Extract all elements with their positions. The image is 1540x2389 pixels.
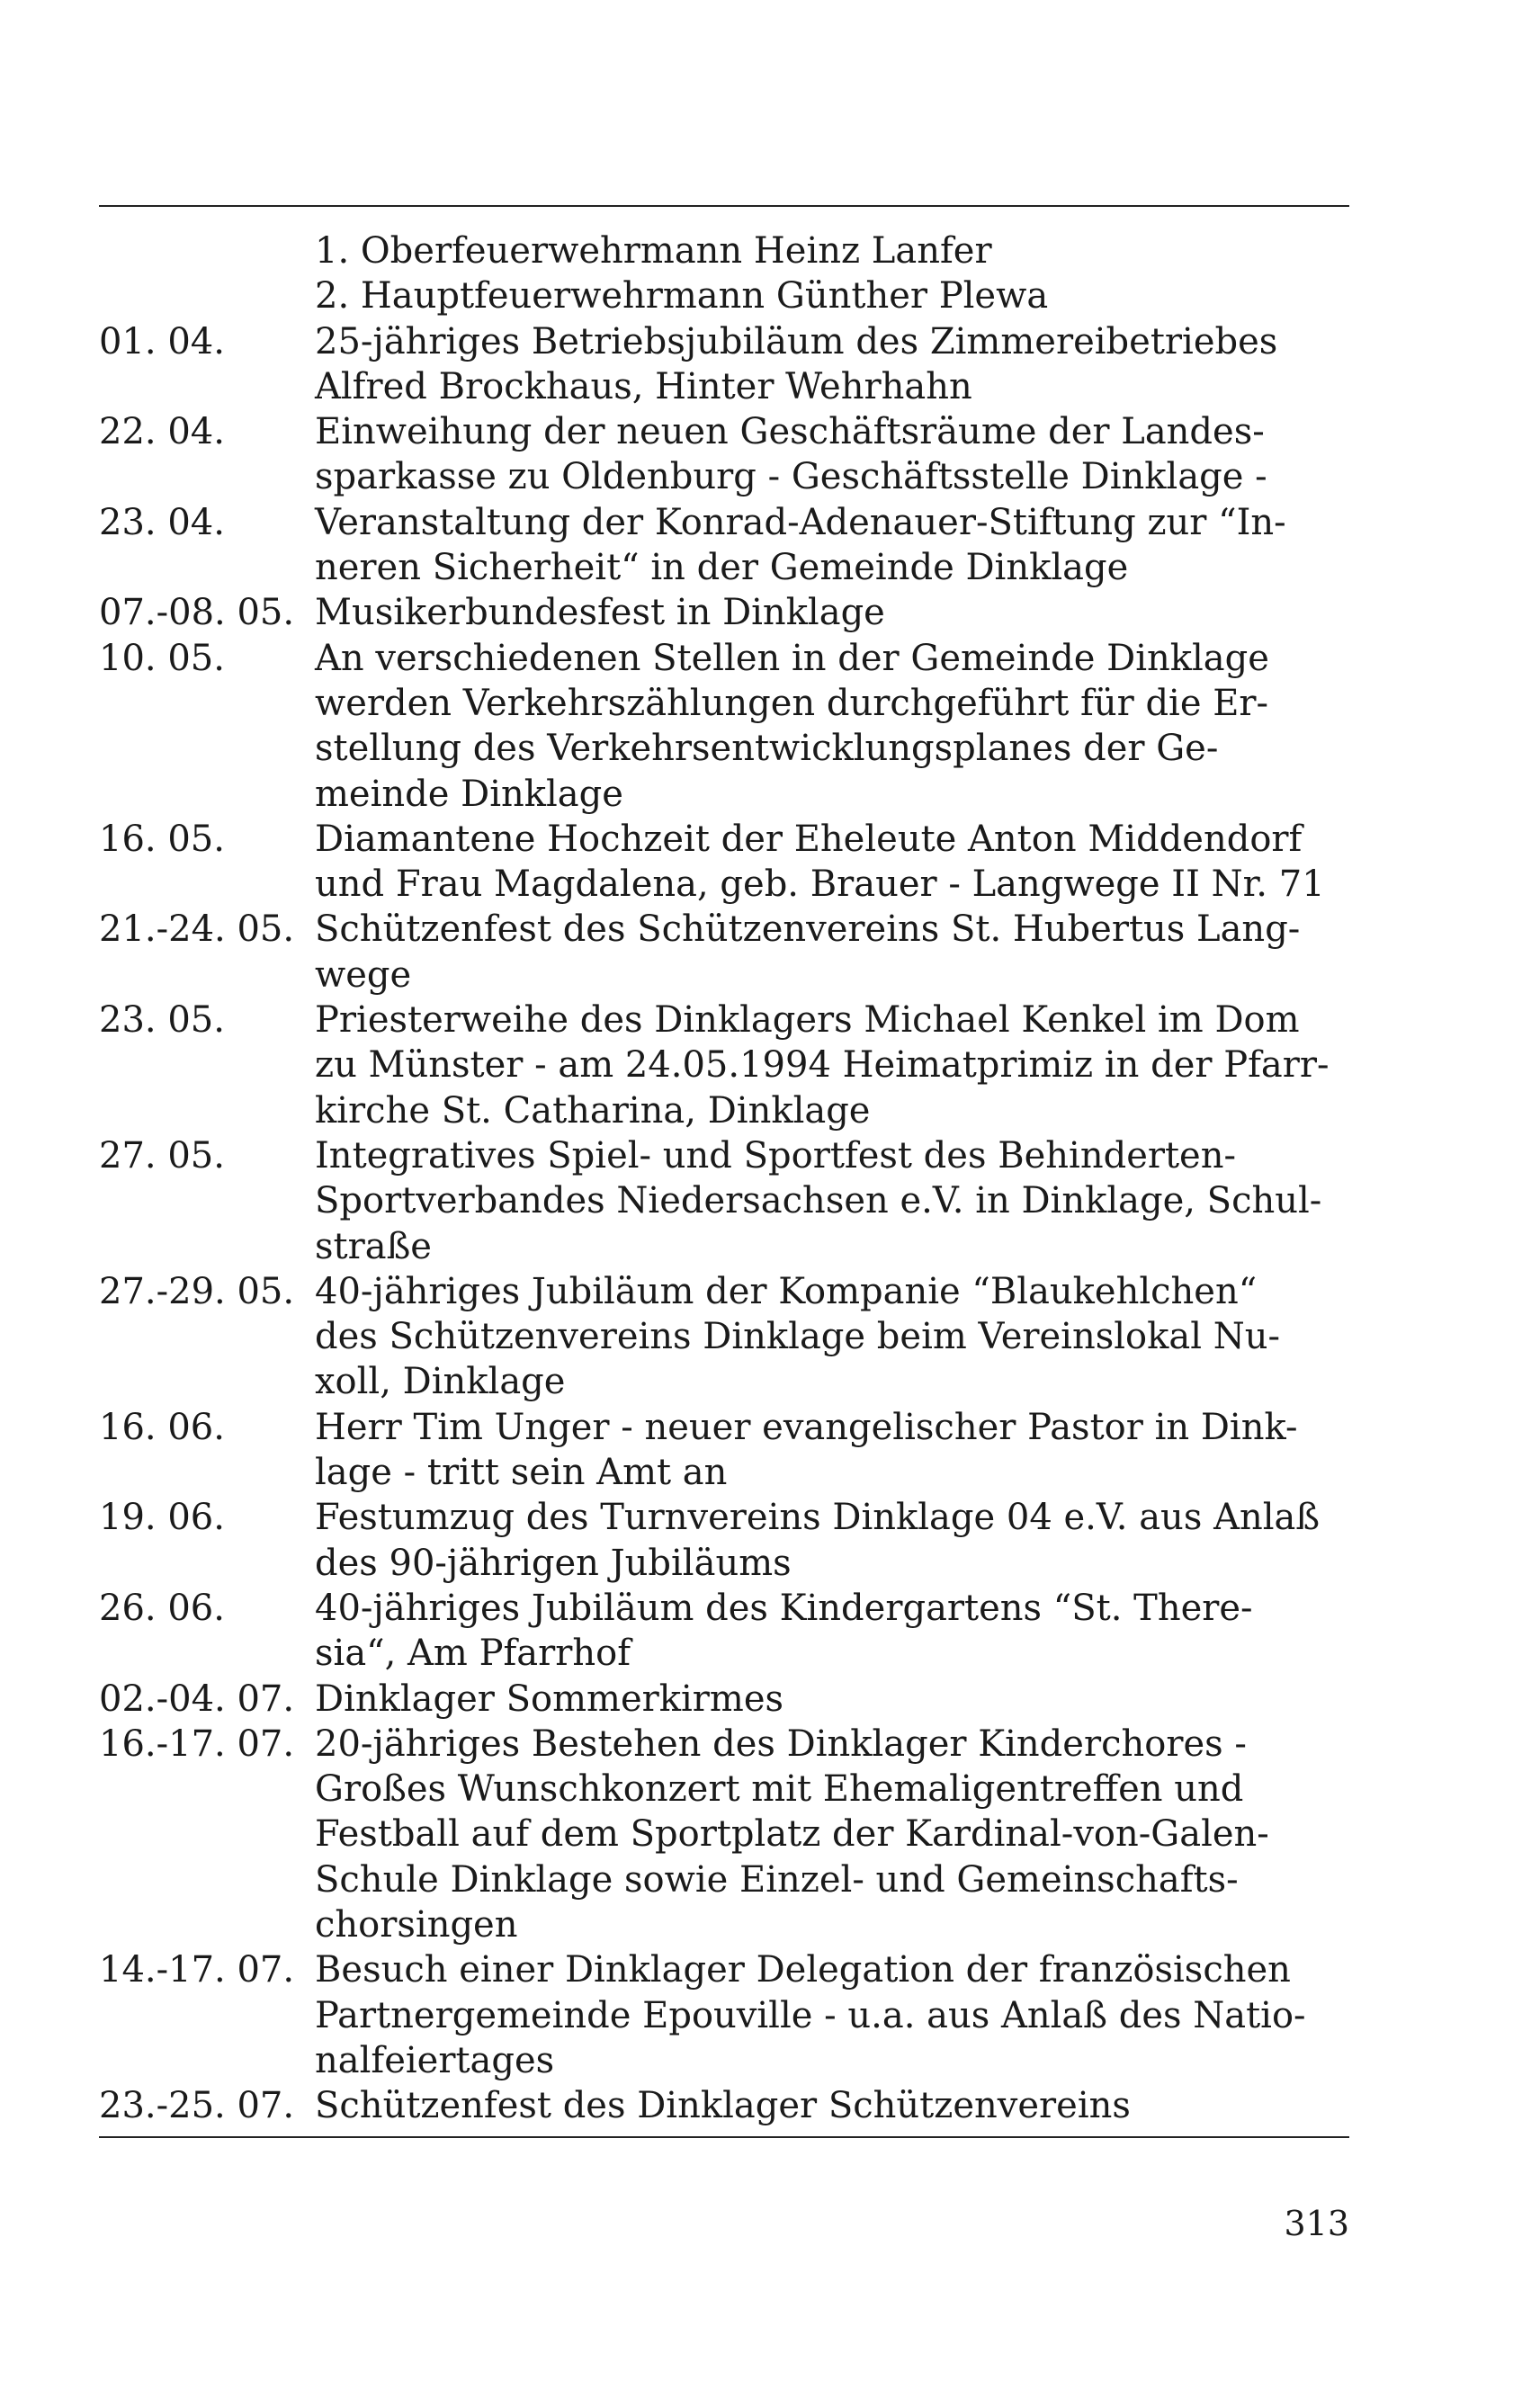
entry-date: 27.-29. 05.: [99, 1270, 295, 1312]
entry-text: An verschiedenen Stellen in der Gemeinde Dinklage werden Verkehrszählungen durchgeführt für die Er- stellung des Verkehrsentwicklungsplanes der Ge- meinde Dinklage: [315, 637, 1269, 815]
bottom-rule: [99, 2136, 1349, 2138]
chronicle-entry: [99, 1133, 1349, 1269]
entry-text: Integratives Spiel- und Sportfest des Behinderten- Sportverbandes Niedersachsen e.V. in Dinklage, Schul- straße: [315, 1134, 1322, 1267]
entry-text: Festumzug des Turnvereins Dinklage 04 e.V. aus Anlaß des 90-jährigen Jubiläums: [315, 1497, 1321, 1584]
chronicle-entry: [99, 1269, 1349, 1405]
chronicle-entries: [99, 228, 1349, 2128]
chronicle-entry: [99, 590, 1349, 635]
chronicle-entry: [99, 1677, 1349, 1722]
entry-date: 16.-17. 07.: [99, 1722, 295, 1765]
entry-date: 02.-04. 07.: [99, 1678, 295, 1720]
chronicle-entry: [99, 1947, 1349, 2083]
chronicle-entry: [99, 409, 1349, 500]
entry-date: 23. 04.: [99, 501, 225, 543]
chronicle-entry: [99, 319, 1349, 410]
entry-text: 40-jähriges Jubiläum des Kindergartens “St. There- sia“, Am Pfarrhof: [315, 1587, 1253, 1675]
entry-text: 40-jähriges Jubiläum der Kompanie “Blaukehlchen“ des Schützenvereins Dinklage beim Vereinslokal Nu- xoll, Dinklage: [315, 1270, 1281, 1403]
entry-text: Musikerbundesfest in Dinklage: [315, 592, 885, 634]
entry-text: 1. Oberfeuerwehrmann Heinz Lanfer 2. Hauptfeuerwehrmann Günther Plewa: [315, 230, 1049, 318]
chronicle-entry: [99, 998, 1349, 1133]
entry-date: 01. 04.: [99, 320, 225, 362]
chronicle-entry: [99, 636, 1349, 817]
chronicle-entry: [99, 1495, 1349, 1586]
entry-text: Priesterweihe des Dinklagers Michael Kenkel im Dom zu Münster - am 24.05.1994 Heimatprimiz in der Pfarr- kirche St. Catharina, Dinklage: [315, 999, 1330, 1132]
chronicle-entry: [99, 228, 1349, 319]
entry-date: 16. 05.: [99, 818, 225, 860]
entry-text: Herr Tim Unger - neuer evangelischer Pastor in Dink- lage - tritt sein Amt an: [315, 1406, 1298, 1494]
entry-date: 23. 05.: [99, 999, 225, 1042]
chronicle-entry: [99, 907, 1349, 998]
entry-text: Einweihung der neuen Geschäftsräume der Landes- sparkasse zu Oldenburg - Geschäftsstelle Dinklage -: [315, 411, 1267, 498]
entry-text: Schützenfest des Schützenvereins St. Hubertus Lang- wege: [315, 908, 1301, 996]
entry-date: 23.-25. 07.: [99, 2085, 295, 2127]
chronicle-entry: [99, 817, 1349, 908]
entry-date: 27. 05.: [99, 1134, 225, 1177]
entry-date: 19. 06.: [99, 1497, 225, 1539]
entry-date: 21.-24. 05.: [99, 908, 295, 951]
entry-text: Schützenfest des Dinklager Schützenvereins: [315, 2085, 1131, 2127]
entry-date: 26. 06.: [99, 1587, 225, 1629]
entry-text: Diamantene Hochzeit der Eheleute Anton Middendorf und Frau Magdalena, geb. Brauer - Langwege II Nr. 71: [315, 818, 1325, 906]
entry-text: Dinklager Sommerkirmes: [315, 1678, 784, 1720]
entry-date: [99, 228, 315, 319]
entry-date: 10. 05.: [99, 637, 225, 679]
entry-text: Besuch einer Dinklager Delegation der französischen Partnergemeinde Epouville - u.a. aus Anlaß des Natio- nalfeiertages: [315, 1949, 1306, 2081]
entry-text: Veranstaltung der Konrad-Adenauer-Stiftung zur “In- neren Sicherheit“ in der Gemeinde Dinklage: [315, 501, 1286, 589]
chronicle-entry: [99, 2083, 1349, 2128]
entry-date: 22. 04.: [99, 411, 225, 453]
top-rule: [99, 205, 1349, 207]
page-number: 313: [1284, 2204, 1349, 2243]
entry-date: 14.-17. 07.: [99, 1949, 295, 1991]
entry-date: 16. 06.: [99, 1406, 225, 1448]
chronicle-entry: [99, 1405, 1349, 1496]
chronicle-entry: [99, 500, 1349, 591]
entry-date: 07.-08. 05.: [99, 592, 295, 634]
entry-text: 25-jähriges Betriebsjubiläum des Zimmereibetriebes Alfred Brockhaus, Hinter Wehrhahn: [315, 320, 1278, 407]
chronicle-entry: [99, 1722, 1349, 1947]
chronicle-entry: [99, 1586, 1349, 1677]
entry-text: 20-jähriges Bestehen des Dinklager Kinderchores - Großes Wunschkonzert mit Ehemaligentreffen und Festball auf dem Sportplatz der Kardinal-von-Galen- Schule Dinklage sowie Einzel- und Gemeinschafts- chorsingen: [315, 1722, 1269, 1946]
